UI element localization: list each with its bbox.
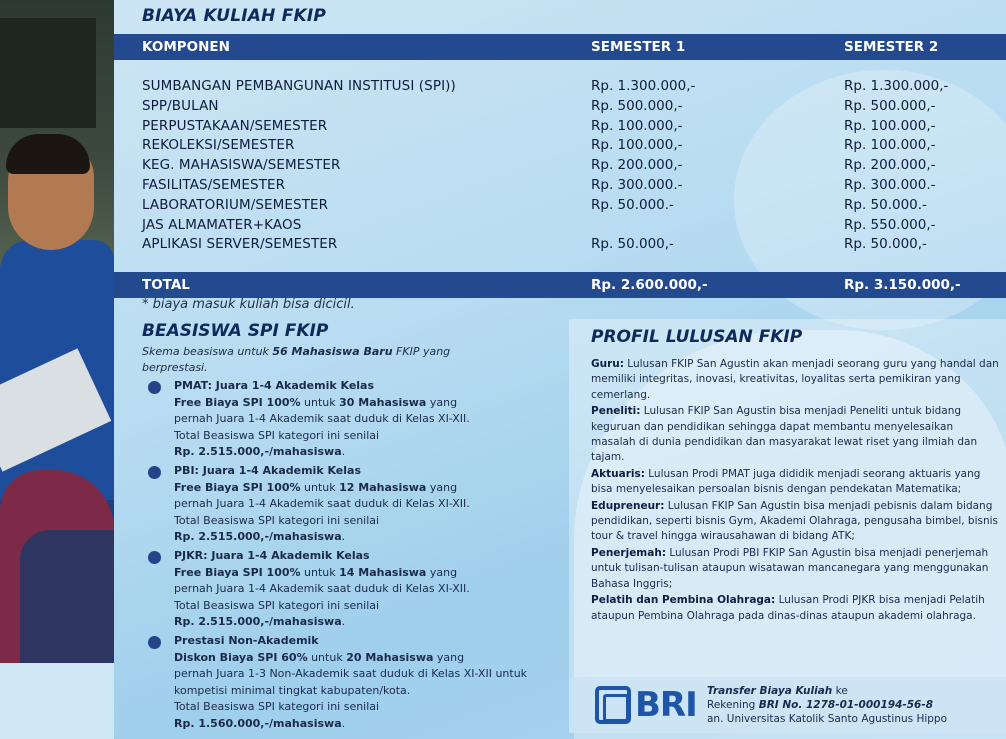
bullet-icon (148, 466, 161, 479)
item-amount-end: . (341, 530, 346, 544)
profil-text: Lulusan Prodi PBI FKIP San Agustin bisa menjadi penerjemah untuk tulisan-tulisan ataupun wisatawan mancanegara yang menggunakan Bahasa Inggris; (591, 546, 989, 590)
item-amount: Rp. 2.515.000,-/mahasiswa (174, 615, 342, 629)
bullet-icon (148, 551, 161, 564)
beasiswa-title: BEASISWA SPI FKIP (142, 321, 329, 341)
semester-1-value: Rp. 50.000,- (591, 236, 674, 253)
bank-line-2 (707, 698, 947, 712)
total-label: TOTAL (142, 277, 190, 293)
profil-list (591, 357, 999, 625)
offer-count: 12 Mahasiswa (339, 480, 427, 494)
item-description: pernah Juara 1-4 Akademik saat duduk di Kelas XI-XII. (174, 582, 470, 596)
item-amount: Rp. 2.515.000,-/mahasiswa (174, 445, 342, 459)
list-item (146, 548, 546, 631)
offer-count: 20 Mahasiswa (346, 650, 434, 664)
profil-item (591, 593, 999, 624)
semester-1-value: Rp. 300.000.- (591, 176, 683, 193)
page-title: BIAYA KULIAH FKIP (142, 6, 327, 26)
total-semester-2: Rp. 3.150.000,- (844, 277, 961, 293)
item-amount-line (174, 614, 546, 631)
item-amount-end: . (341, 716, 346, 730)
profil-text: Lulusan FKIP San Agustin akan menjadi seorang guru yang handal dan memiliki integritas, inovasi, kreativitas, loyalitas serta pemikiran yang cemerlang. (591, 358, 999, 401)
profil-label: Pelatih dan Pembina Olahraga: (591, 594, 776, 607)
table-header (114, 34, 1006, 60)
bullet-icon (148, 381, 161, 394)
profil-item (591, 546, 999, 592)
table-row (114, 177, 1006, 197)
bank-transfer-info (569, 677, 1006, 733)
bullet-icon (148, 636, 161, 649)
item-total-text: Total Beasiswa SPI kategori ini senilai (174, 428, 380, 442)
component-name: SPP/BULAN (142, 97, 219, 114)
table-row (114, 78, 1006, 98)
item-amount-line (174, 529, 546, 546)
account-prefix: Rekening (707, 699, 759, 711)
table-total-row (114, 272, 1006, 298)
subtitle-text-end: FKIP yang berprestasi. (142, 345, 451, 374)
account-number: BRI No. 1278-01-000194-56-8 (758, 699, 934, 711)
profil-label: Peneliti: (591, 405, 641, 418)
profil-item (591, 467, 999, 498)
item-offer (174, 650, 546, 667)
item-amount-line (174, 716, 546, 733)
semester-2-value: Rp. 50.000,- (844, 236, 927, 253)
item-total-text: Total Beasiswa SPI kategori ini senilai (174, 700, 380, 714)
offer-bold: Free Biaya SPI 100% (174, 480, 301, 494)
beasiswa-list (146, 378, 546, 734)
semester-1-value: Rp. 50.000.- (591, 196, 674, 213)
bank-line-1 (707, 684, 947, 698)
offer-count: 30 Mahasiswa (339, 395, 427, 409)
semester-1-value: Rp. 1.300.000,- (591, 78, 696, 94)
semester-2-value: Rp. 1.300.000,- (844, 78, 949, 94)
profil-label: Guru: (591, 358, 624, 370)
table-row (114, 98, 1006, 118)
table-row (114, 217, 1006, 237)
offer-mid: untuk (300, 480, 340, 494)
profil-text: Lulusan Prodi PJKR bisa menjadi Pelatih ataupun Pembina Olahraga pada dinas-dinas ataupun akademi olahraga. (591, 594, 985, 622)
semester-2-value: Rp. 500.000,- (844, 97, 936, 114)
offer-bold: Free Biaya SPI 100% (174, 565, 301, 579)
semester-2-value: Rp. 100.000,- (844, 137, 936, 154)
component-name: APLIKASI SERVER/SEMESTER (142, 236, 338, 253)
bri-logo (595, 685, 699, 725)
table-row (114, 197, 1006, 217)
subtitle-text: Skema beasiswa untuk (142, 345, 273, 358)
table-row (114, 157, 1006, 177)
component-name: REKOLEKSI/SEMESTER (142, 137, 295, 154)
offer-count: 14 Mahasiswa (339, 565, 427, 579)
beasiswa-subtitle (142, 344, 462, 376)
item-amount-end: . (341, 445, 346, 459)
semester-2-value: Rp. 300.000.- (844, 176, 936, 193)
profil-label: Aktuaris: (591, 467, 645, 480)
item-offer (174, 565, 546, 582)
semester-2-value: Rp. 200.000,- (844, 157, 936, 174)
header-semester-2: SEMESTER 2 (844, 39, 939, 55)
profil-item (591, 404, 999, 466)
semester-2-value: Rp. 50.000.- (844, 196, 927, 213)
profil-title: PROFIL LULUSAN FKIP (591, 327, 803, 347)
offer-end: yang (433, 650, 465, 664)
offer-end: yang (426, 395, 458, 409)
component-name: PERPUSTAKAAN/SEMESTER (142, 117, 328, 134)
photo-building (0, 18, 96, 128)
item-total-text: Total Beasiswa SPI kategori ini senilai (174, 598, 380, 612)
profil-item (591, 499, 999, 545)
header-semester-1: SEMESTER 1 (591, 39, 686, 55)
item-description: pernah Juara 1-4 Akademik saat duduk di Kelas XI-XII. (174, 497, 470, 511)
profil-label: Penerjemah: (591, 546, 667, 559)
item-heading: PMAT: Juara 1-4 Akademik Kelas (174, 379, 375, 392)
item-amount: Rp. 1.560.000,-/mahasiswa (174, 716, 342, 730)
offer-bold: Diskon Biaya SPI 60% (174, 650, 308, 664)
bri-logo-icon (595, 686, 631, 724)
item-heading: Prestasi Non-Akademik (174, 633, 319, 647)
item-amount-line (174, 444, 546, 461)
offer-mid: untuk (300, 395, 340, 409)
semester-1-value: Rp. 100.000,- (591, 137, 683, 154)
offer-end: yang (426, 480, 458, 494)
semester-2-value: Rp. 100.000,- (844, 117, 936, 134)
offer-mid: untuk (307, 650, 347, 664)
student-photo (0, 0, 114, 663)
profil-lulusan-panel (569, 319, 1006, 677)
fee-table (114, 78, 1006, 256)
semester-2-value: Rp. 550.000,- (844, 216, 936, 233)
list-item (146, 633, 546, 733)
content-area (114, 0, 1006, 739)
profil-text: Lulusan FKIP San Agustin bisa menjadi Peneliti untuk bidang keguruan dan pendidikan sehingga dapat membantu menyelesaikan masalah di dunia pendidikan dan masyarakat lewat riset yang ilmiah dan tajam. (591, 405, 978, 464)
component-name: KEG. MAHASISWA/SEMESTER (142, 157, 341, 174)
header-komponen: KOMPONEN (142, 39, 230, 55)
component-name: JAS ALMAMATER+KAOS (142, 216, 302, 233)
transfer-label-end: ke (832, 685, 848, 697)
offer-end: yang (426, 565, 458, 579)
item-description: pernah Juara 1-4 Akademik saat duduk di Kelas XI-XII. (174, 412, 470, 426)
bri-logo-text: BRI (635, 685, 697, 725)
profil-text: Lulusan Prodi PMAT juga dididik menjadi seorang aktuaris yang bisa menyelesaikan persoalan bisnis dengan pendekatan Matematika; (591, 467, 981, 496)
profil-label: Edupreneur: (591, 499, 665, 512)
list-item (146, 378, 546, 461)
table-row (114, 118, 1006, 138)
transfer-label: Transfer Biaya Kuliah (707, 685, 833, 697)
item-heading: PBI: Juara 1-4 Akademik Kelas (174, 463, 361, 477)
bank-line-3: an. Universitas Katolik Santo Agustinus Hippo (707, 713, 948, 725)
item-description: pernah Juara 1-3 Non-Akademik saat duduk di Kelas XI-XII untuk kompetisi minimal tingkat kabupaten/kota. (174, 667, 528, 697)
photo-person-foreground-2 (20, 530, 114, 663)
table-row (114, 236, 1006, 256)
table-row (114, 137, 1006, 157)
subtitle-bold: 56 Mahasiswa Baru (272, 345, 393, 358)
photo-hair (6, 134, 90, 174)
bank-account-details (707, 684, 947, 726)
list-item (146, 463, 546, 546)
profil-item (591, 357, 999, 403)
semester-1-value: Rp. 500.000,- (591, 97, 683, 114)
component-name: LABORATORIUM/SEMESTER (142, 196, 329, 213)
component-name: FASILITAS/SEMESTER (142, 176, 286, 193)
item-total-text: Total Beasiswa SPI kategori ini senilai (174, 513, 380, 527)
profil-text: Lulusan FKIP San Agustin bisa menjadi pebisnis dalam bidang pendidikan, seperti bisnis Gym, Akademi Olahraga, pengusaha bimbel, bisnis tour & travel hingga wirausahawan di bidang ATK; (591, 499, 999, 543)
item-offer (174, 480, 546, 497)
installment-note: * biaya masuk kuliah bisa dicicil. (142, 297, 355, 312)
total-semester-1: Rp. 2.600.000,- (591, 277, 708, 293)
semester-1-value: Rp. 200.000,- (591, 157, 683, 174)
item-heading: PJKR: Juara 1-4 Akademik Kelas (174, 548, 370, 562)
item-amount: Rp. 2.515.000,-/mahasiswa (174, 530, 342, 544)
offer-mid: untuk (300, 565, 340, 579)
item-amount-end: . (341, 615, 346, 629)
offer-bold: Free Biaya SPI 100% (174, 395, 301, 409)
semester-1-value: Rp. 100.000,- (591, 117, 683, 134)
item-offer (174, 395, 546, 412)
component-name: SUMBANGAN PEMBANGUNAN INSTITUSI (SPI)) (142, 78, 456, 94)
